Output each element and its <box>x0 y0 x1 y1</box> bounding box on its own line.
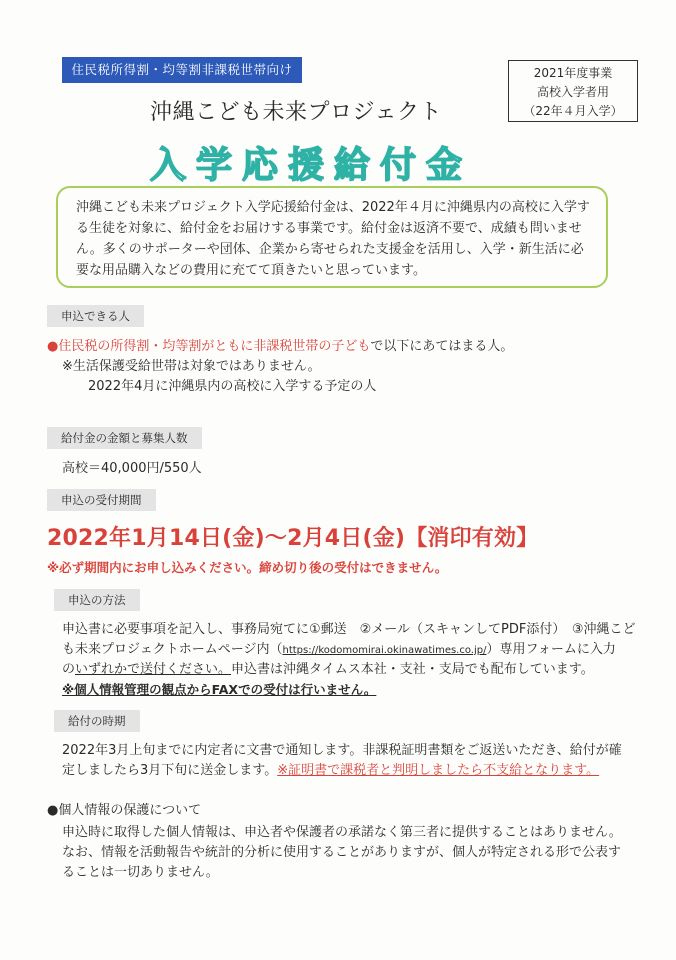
entry-line: （22年４月入学） <box>523 104 623 118</box>
section-label-timing: 給付の時期 <box>54 710 140 732</box>
eligibility-condition: ● 住民税の所得割・均等割がともに非課税世帯の子ども <box>47 339 370 354</box>
method-line-3-b: 申込書は沖縄タイムス本社・支社・支局でも配布しています。 <box>231 662 594 677</box>
eligibility-condition-rest: で以下にあてはまる人。 <box>370 339 514 354</box>
intro-text-box: 沖縄こども未来プロジェクト入学応援給付金は、2022年４月に沖縄県内の高校に入学する生徒を対象に、給付金をお届けする事業です。給付金は返済不要で、成績も問いません。多くのサポーターや団体、企業から寄せられた支援金を活用し、入学・新生活に必要な用品購入などの費用に充てて頂きたいと思っています。 <box>56 186 608 288</box>
eligibility-line-3: 2022年4月に沖縄県内の高校に入学する予定の人 <box>88 379 377 394</box>
fax-note: ※個人情報管理の観点からFAXでの受付は行いません。 <box>62 682 377 697</box>
program-year-box <box>508 60 638 122</box>
eligibility-line-1 <box>47 337 513 357</box>
privacy-line-3: ることは一切ありません。 <box>62 865 219 880</box>
audience-line: 高校入学者用 <box>536 85 609 99</box>
section-label-period: 申込の受付期間 <box>47 489 156 511</box>
website-link[interactable]: https://kodomomirai.okinawatimes.co.jp/ <box>282 645 487 656</box>
method-line-2-b: ）専用フォームに入力 <box>486 642 616 657</box>
page-title: 入学応援給付金 <box>150 145 473 186</box>
amount-value: 高校＝40,000円/550人 <box>62 461 202 476</box>
method-line-3 <box>62 660 594 680</box>
privacy-line-1: 申込時に取得した個人情報は、申込者や保護者の承諾なく第三者に提供することはありません。 <box>62 825 622 840</box>
timing-line-2-a: 定しましたら3月下旬に送金します。 <box>62 763 278 778</box>
privacy-line-2: なお、情報を活動報告や統計的分析に使用することがありますが、個人が特定される形で公表す <box>62 845 622 860</box>
method-send-instruction: いずれかで送付ください。 <box>75 662 232 677</box>
timing-line-2 <box>62 761 599 781</box>
section-label-amount: 給付金の金額と募集人数 <box>47 427 202 449</box>
period-note: ※必ず期間内にお申し込みください。締め切り後の受付はできません。 <box>47 560 448 575</box>
method-line-2 <box>62 640 616 661</box>
method-line-1: 申込書に必要事項を記入し、事務局宛てに①郵送 ②メール（スキャンしてPDF添付） ③沖縄こど <box>62 622 636 637</box>
section-label-method: 申込の方法 <box>54 589 140 611</box>
project-title: 沖縄こども未来プロジェクト <box>150 100 443 125</box>
method-line-3-a: の <box>62 662 76 677</box>
year-line: 2021年度事業 <box>533 66 613 80</box>
privacy-heading: ● 個人情報の保護について <box>47 801 201 821</box>
timing-warning: ※証明書で課税者と判明しましたら不支給となります。 <box>277 763 600 778</box>
timing-line-1: 2022年3月上旬までに内定者に文書で通知します。非課税証明書類をご返送いただき、給付が確 <box>62 743 622 758</box>
target-audience-badge: 住民税所得割・均等割非課税世帯向け <box>62 57 302 83</box>
section-label-eligibility: 申込できる人 <box>47 305 144 327</box>
eligibility-line-2: ※生活保護受給世帯は対象ではありません。 <box>62 359 321 374</box>
application-period-date: 2022年1月14日(金)～2月4日(金)【消印有効】 <box>47 526 539 551</box>
method-line-2-a: も未来プロジェクトホームページ内（ <box>62 642 283 657</box>
